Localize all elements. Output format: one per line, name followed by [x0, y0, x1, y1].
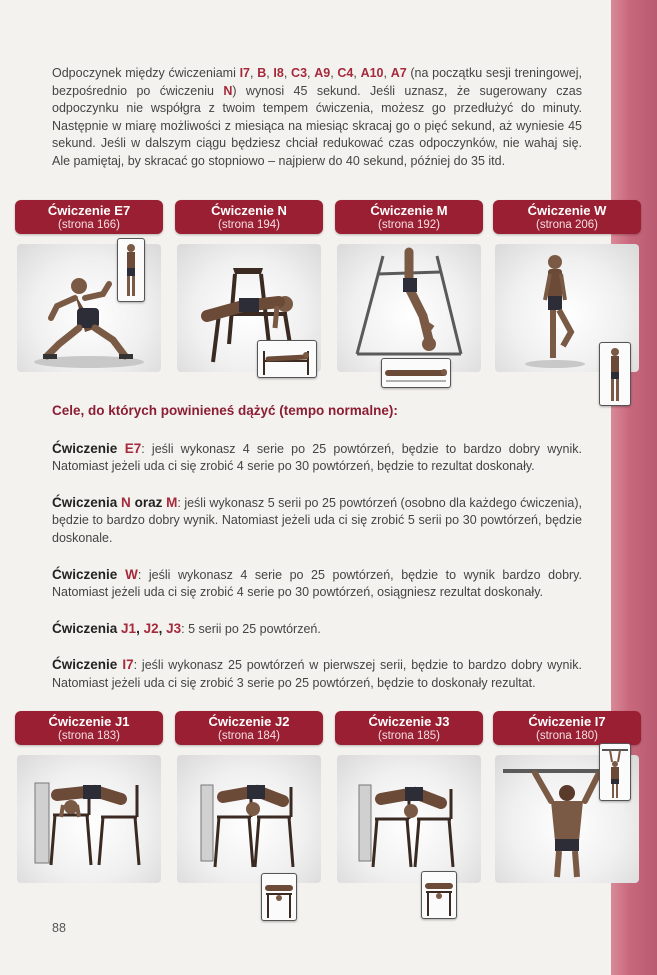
sep: ,: [283, 66, 292, 80]
plank-figure-icon: [258, 341, 316, 377]
goal-text: : jeśli wykonasz 25 powtórzeń w pierwszej serii, będzie to bardzo dobry wynik. Natomiast jeżeli uda ci się zrobić 3 serie po 25 powtórzeń, będzie to doskonały rezultat.: [52, 658, 582, 690]
goal-text: : jeśli wykonasz 4 serie po 25 powtórzeń, będzie to wynik bardzo dobry. Natomiast jeżeli uda ci się zrobić 4 serie po 30 powtórzeń, osiągniesz rezultat doskonały.: [52, 567, 582, 600]
sep: ,: [266, 66, 274, 80]
exercise-page-ref: (strona 180): [535, 730, 598, 742]
chair-pushup-figure-icon: [337, 755, 481, 883]
exercise-label: [175, 200, 323, 234]
exercise-card-j3: [335, 711, 483, 906]
inverted-pushup-figure-icon: [337, 244, 481, 372]
exercise-title: Ćwiczenie N: [211, 203, 287, 218]
goal-i7: [52, 656, 582, 692]
exercise-card-w: [493, 200, 641, 395]
exercise-ref: B: [257, 66, 267, 80]
chair-pushup-figure-icon: [262, 874, 296, 920]
exercise-card-i7: [493, 711, 641, 906]
sep: ,: [330, 66, 338, 80]
goal-text: : 5 serii po 25 powtórzeń.: [181, 621, 321, 636]
goal-label: oraz: [130, 494, 167, 510]
exercise-card-e7: [15, 200, 163, 395]
exercise-ref: J2: [143, 620, 159, 636]
exercise-ref: I7: [122, 657, 134, 673]
exercise-photo: [337, 755, 481, 883]
goal-n-m: [52, 494, 582, 548]
goal-label: Ćwiczenie: [52, 566, 126, 582]
exercise-card-m: [335, 200, 483, 395]
exercise-photo: [17, 755, 161, 883]
exercise-title: Ćwiczenie J3: [368, 714, 450, 729]
exercise-row-1: [15, 200, 645, 395]
goals-heading: Cele, do których powinieneś dążyć (tempo normalne):: [52, 403, 398, 418]
exercise-ref: A7: [390, 66, 407, 80]
exercise-card-j1: [15, 711, 163, 906]
exercise-ref: W: [125, 566, 138, 582]
goal-label: ,: [136, 620, 144, 636]
exercise-card-n: [175, 200, 323, 395]
exercise-photo: [495, 755, 639, 883]
standing-figure-icon: [600, 343, 630, 405]
exercise-page-ref: (strona 183): [57, 730, 120, 742]
goal-label: Ćwiczenie: [52, 657, 123, 673]
goal-label: ,: [158, 620, 167, 636]
sep: ,: [250, 66, 258, 80]
exercise-title: Ćwiczenie J1: [48, 714, 130, 729]
page-number: 88: [52, 921, 66, 935]
goal-e7: [52, 440, 582, 476]
exercise-label: [15, 711, 163, 745]
start-position-thumbnail: [117, 238, 145, 302]
prone-figure-icon: [382, 359, 450, 387]
start-position-thumbnail: [257, 340, 317, 378]
exercise-label: [335, 200, 483, 234]
start-position-thumbnail: [599, 342, 631, 406]
hanging-figure-icon: [600, 744, 630, 800]
exercise-photo: [495, 244, 639, 372]
chair-pushup-figure-icon: [422, 872, 456, 918]
exercise-page-ref: (strona 184): [217, 730, 280, 742]
exercise-ref: C3: [291, 66, 308, 80]
exercise-page-ref: (strona 206): [535, 219, 598, 231]
intro-text: (na początku sesji treningowej, bezpośrednio po ćwiczeniu: [52, 66, 583, 98]
exercise-ref: J1: [121, 620, 137, 636]
exercise-ref: M: [166, 494, 178, 510]
exercise-label: [335, 711, 483, 745]
exercise-label: [175, 711, 323, 745]
exercise-page-ref: (strona 166): [57, 219, 120, 231]
exercise-title: Ćwiczenie M: [370, 203, 448, 218]
goal-j: [52, 620, 582, 639]
exercise-ref: N: [223, 83, 233, 98]
chair-pushup-figure-icon: [17, 755, 161, 883]
exercise-row-2: [15, 711, 645, 906]
start-position-thumbnail: [381, 358, 451, 388]
start-position-thumbnail: [421, 871, 457, 919]
chair-pushup-figure-icon: [177, 755, 321, 883]
exercise-label: [493, 711, 641, 745]
exercise-title: Ćwiczenie J2: [208, 714, 290, 729]
sep: ,: [353, 66, 361, 80]
exercise-title: Ćwiczenie I7: [528, 714, 606, 729]
exercise-ref: E7: [124, 440, 142, 456]
exercise-label: [493, 200, 641, 234]
goal-label: Ćwiczenia: [52, 494, 122, 510]
goal-text: : jeśli wykonasz 4 serie po 25 powtórzeń, będzie to bardzo dobry wynik. Natomiast jeżeli uda ci się zrobić 4 serie po 30 powtórzeń, będzie to rezultat doskonały.: [52, 441, 582, 474]
sep: ,: [383, 66, 391, 80]
exercise-photo: [177, 244, 321, 372]
exercise-title: Ćwiczenie W: [527, 203, 607, 218]
goal-label: Ćwiczenia: [52, 620, 122, 636]
exercise-photo: [177, 755, 321, 883]
intro-text: Odpoczynek między ćwiczeniami: [52, 66, 240, 80]
exercise-ref: J3: [166, 620, 182, 636]
start-position-thumbnail: [599, 743, 631, 801]
standing-figure-icon: [118, 239, 144, 301]
goal-text: : jeśli wykonasz 5 serii po 25 powtórzeń (osobno dla każdego ćwiczenia), będzie to bardzo dobry wynik. Natomiast jeżeli uda ci się zrobić 5 serii po 30 powtórzeń, będzie doskonale.: [52, 495, 582, 545]
exercise-photo: [17, 244, 161, 372]
exercise-ref: I7: [239, 66, 251, 80]
exercise-ref: C4: [337, 66, 354, 80]
exercise-page-ref: (strona 194): [217, 219, 280, 231]
goal-w: [52, 566, 582, 602]
exercise-page-ref: (strona 185): [377, 730, 440, 742]
sep: ,: [307, 66, 315, 80]
exercise-card-j2: [175, 711, 323, 906]
start-position-thumbnail: [261, 873, 297, 921]
exercise-ref: I8: [273, 66, 284, 80]
goal-label: Ćwiczenie: [52, 440, 125, 456]
intro-paragraph: [52, 65, 582, 171]
intro-text: ) wynosi 45 sekund. Jeśli uznasz, że sugerowany czas odpoczynku nie współgra z twoim tempem ćwiczenia, możesz go przedłużyć do minuty. Następnie w miarę możliwości z miesiąca na miesiąc skracaj go o pięć sekund, aż wyniesie 45 sekund. Jeśli w dalszym ciągu będziesz chciał redukować czas odpoczynków, nie wahaj się. Ale pamiętaj, by skracać go stopniowo – najpierw do 40 sekund, później do 35 itd.: [52, 83, 582, 168]
goals-section: [52, 402, 582, 711]
exercise-ref: N: [121, 494, 131, 510]
exercise-ref: A9: [314, 66, 331, 80]
exercise-photo: [337, 244, 481, 372]
exercise-label: [15, 200, 163, 234]
exercise-title: Ćwiczenie E7: [47, 203, 131, 218]
exercise-page-ref: (strona 192): [377, 219, 440, 231]
exercise-ref: A10: [360, 66, 384, 80]
